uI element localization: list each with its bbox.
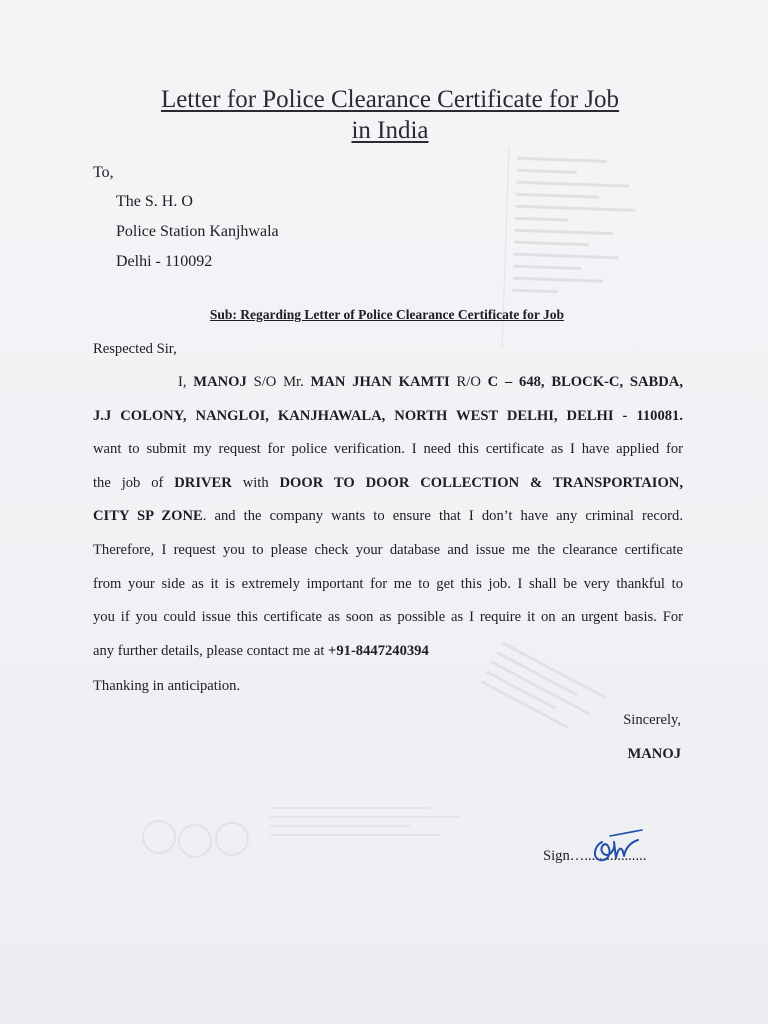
body-text: any further details, please contact me at bbox=[93, 642, 329, 659]
title-line-2: in India bbox=[351, 117, 429, 144]
to-label: To, bbox=[93, 164, 114, 181]
closing-name: MANOJ bbox=[627, 746, 681, 762]
body-text: S/O Mr. bbox=[246, 374, 311, 390]
body-line bbox=[93, 635, 683, 669]
job-title: DRIVER bbox=[174, 474, 232, 491]
body-line: Therefore, I request you to please check your database and issue me the clearance certificate bbox=[93, 541, 683, 558]
show-through-seal bbox=[178, 824, 212, 858]
body-text: with bbox=[231, 474, 280, 491]
recipient-line-3: Delhi - 110092 bbox=[116, 253, 213, 270]
company-name-2: CITY SP ZONE bbox=[93, 508, 203, 525]
letter-body bbox=[93, 366, 683, 668]
body-line: from your side as it is extremely important for me to get this job. I shall be very thankful to bbox=[93, 575, 683, 592]
address-part-2: J.J COLONY, NANGLOI, KANJHAWALA, NORTH WEST DELHI, DELHI - 110081. bbox=[93, 407, 683, 424]
body-text: the job of bbox=[93, 474, 175, 491]
body-line bbox=[93, 366, 683, 400]
body-line bbox=[93, 467, 683, 501]
applicant-name: MANOJ bbox=[193, 374, 247, 390]
show-through-seal bbox=[215, 822, 249, 856]
body-line: you if you could issue this certificate as soon as possible as I require it on an urgent basis. For bbox=[93, 609, 683, 626]
letter-title bbox=[60, 84, 720, 146]
father-name: MAN JHAN KAMTI bbox=[310, 374, 450, 390]
recipient-line-1: The S. H. O bbox=[116, 193, 193, 210]
company-name-1: DOOR TO DOOR COLLECTION & TRANSPORTAION, bbox=[279, 474, 683, 491]
handwritten-signature bbox=[588, 828, 648, 870]
body-text: I, bbox=[178, 374, 194, 390]
title-line-1: Letter for Police Clearance Certificate for Job bbox=[160, 86, 620, 113]
sign-dots: ............... bbox=[591, 848, 647, 864]
body-line bbox=[93, 400, 683, 434]
body-text: . and the company wants to ensure that I don’t have any criminal record. bbox=[202, 508, 683, 525]
show-through-footer bbox=[270, 800, 470, 860]
sign-label: Sign….. bbox=[543, 848, 592, 864]
salutation: Respected Sir, bbox=[93, 341, 177, 357]
body-text: R/O bbox=[449, 374, 488, 390]
recipient-line-2: Police Station Kanjhwala bbox=[116, 223, 279, 240]
body-line: want to submit my request for police verification. I need this certificate as I have applied for bbox=[93, 441, 683, 458]
address-part-1: C – 648, BLOCK-C, SABDA, bbox=[487, 374, 683, 390]
phone-number: +91-8447240394 bbox=[328, 642, 429, 659]
body-line bbox=[93, 500, 683, 534]
thanking-line: Thanking in anticipation. bbox=[93, 678, 241, 694]
show-through-seal bbox=[142, 820, 176, 854]
subject-line: Sub: Regarding Letter of Police Clearance Certificate for Job bbox=[209, 307, 565, 322]
closing-sincerely: Sincerely, bbox=[623, 712, 681, 728]
